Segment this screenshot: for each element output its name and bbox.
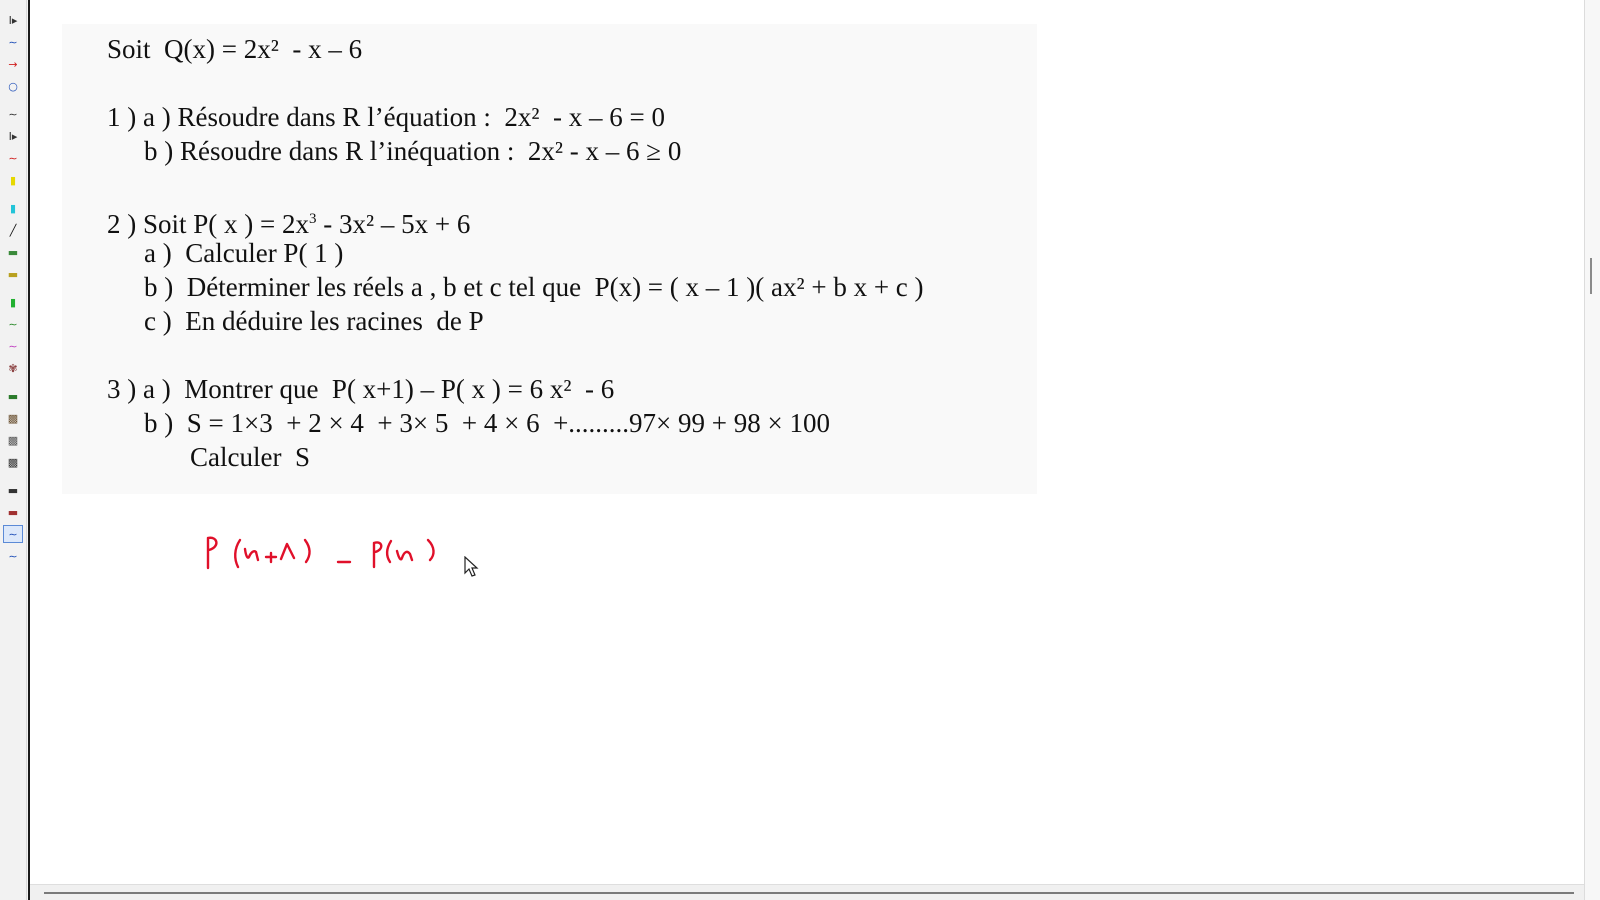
text-cursor-icon[interactable]: I▸ — [8, 129, 18, 143]
question-2 — [107, 204, 470, 239]
stroke-x — [245, 549, 258, 560]
yellow-highlighter-icon[interactable]: ▮ — [9, 173, 17, 187]
stroke-P — [208, 538, 216, 568]
freehand-pen-icon[interactable]: ∼ — [8, 35, 18, 49]
pdf-icon[interactable]: ▬ — [7, 267, 19, 281]
question-3a: 3 ) a ) Montrer que P( x+1) – P( x ) = 6 x² - 6 — [107, 374, 615, 404]
pdf-icon[interactable]: ▬ — [7, 389, 19, 403]
line-icon[interactable]: ╱ — [9, 223, 17, 237]
question-1b: b ) Résoudre dans R l’inéquation : 2x² - x – 6 ≥ 0 — [144, 136, 682, 166]
freehand-pen-icon[interactable]: ∼ — [8, 549, 18, 563]
vertical-scrollbar[interactable] — [1584, 0, 1600, 900]
arrow-icon[interactable]: → — [8, 57, 18, 71]
mouse-pointer-icon — [464, 556, 480, 578]
question-1a: 1 ) a ) Résoudre dans R l’équation : 2x² - x – 6 = 0 — [107, 102, 665, 132]
pdf-icon[interactable]: ▬ — [7, 245, 19, 259]
question-2-tail: - 3x² – 5x + 6 — [316, 209, 471, 239]
stroke-paren-close — [305, 540, 310, 562]
figure-icon[interactable]: ✾ — [8, 361, 18, 375]
photo-icon[interactable]: ▩ — [7, 433, 19, 447]
photo-icon[interactable]: ▩ — [7, 411, 19, 425]
screen-icon[interactable]: ▬ — [7, 505, 19, 519]
stroke-paren-close-2 — [428, 540, 434, 560]
stroke-one — [281, 544, 294, 559]
exponent: 3 — [309, 211, 317, 227]
screen-icon[interactable]: ▬ — [7, 483, 19, 497]
stroke-paren-open-2 — [387, 541, 391, 562]
circle-icon[interactable]: ○ — [8, 79, 18, 93]
horizontal-scrollbar[interactable] — [30, 884, 1584, 900]
red-pen-icon[interactable]: ∼ — [8, 151, 18, 165]
question-3b-calculate: Calculer S — [190, 442, 310, 472]
question-2a: a ) Calculer P( 1 ) — [144, 238, 344, 268]
question-2c: c ) En déduire les racines de P — [144, 306, 484, 336]
stroke-P2 — [374, 542, 381, 567]
vertical-scroll-thumb[interactable] — [1590, 258, 1592, 294]
handwritten-annotation — [170, 535, 470, 585]
green-marker-icon[interactable]: ▮ — [9, 295, 17, 309]
text-cursor-icon[interactable]: I▸ — [8, 13, 18, 27]
exercise-document — [62, 24, 1037, 494]
stroke-x-2 — [397, 551, 412, 560]
green-pen-icon[interactable]: ∼ — [8, 317, 18, 331]
stroke-paren-open — [235, 540, 240, 567]
question-3b: b ) S = 1×3 + 2 × 4 + 3× 5 + 4 × 6 +.........97× 99 + 98 × 100 — [144, 408, 830, 438]
freehand-pen-icon[interactable]: ∼ — [4, 526, 22, 542]
question-2b: b ) Déterminer les réels a , b et c tel que P(x) = ( x – 1 )( ax² + b x + c ) — [144, 272, 924, 302]
stroke-plus — [266, 553, 276, 562]
freehand-pen-icon[interactable]: ∼ — [8, 107, 18, 121]
tool-palette — [0, 0, 27, 900]
horizontal-scroll-thumb[interactable] — [44, 892, 1574, 894]
drawing-canvas[interactable] — [30, 0, 1584, 884]
question-2-lead: 2 ) Soit P( x ) = 2x — [107, 209, 309, 239]
photo-icon[interactable]: ▩ — [7, 455, 19, 469]
exercise-intro: Soit Q(x) = 2x² - x – 6 — [107, 34, 363, 64]
cyan-highlighter-icon[interactable]: ▮ — [9, 201, 17, 215]
magenta-pen-icon[interactable]: ∼ — [8, 339, 18, 353]
